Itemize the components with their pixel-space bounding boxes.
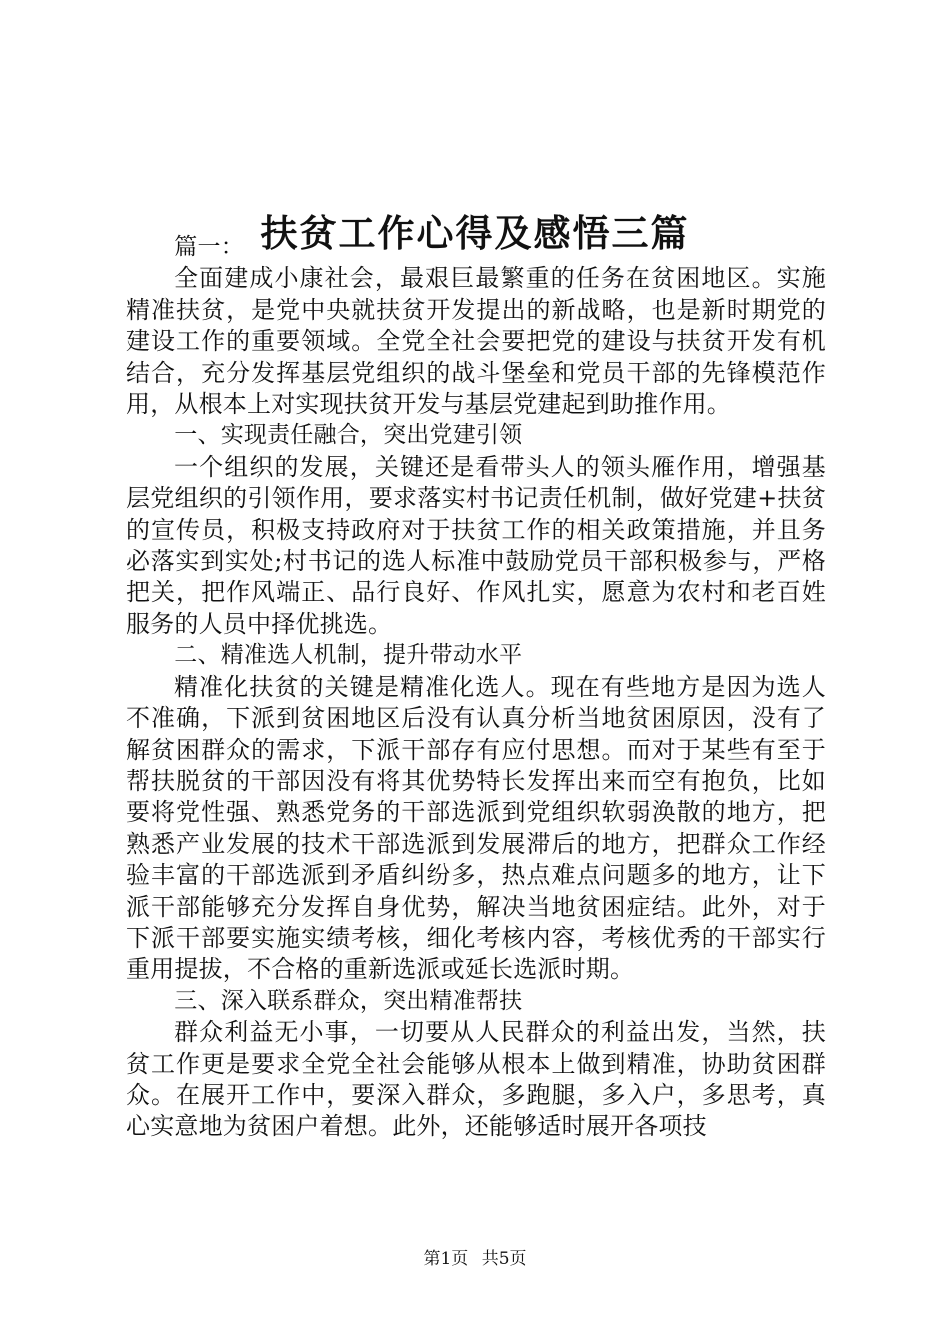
document-title: 扶贫工作心得及感悟三篇 — [260, 210, 690, 255]
body-paragraph: 精准化扶贫的关键是精准化选人。现在有些地方是因为选人不准确，下派到贫困地区后没有认真分析当地贫困原因，没有了解贫困群众的需求，下派干部存有应付思想。而对于某些有至于帮扶脱贫的干部因没有将其优势特长发挥出来而空有抱负，比如要将党性强、熟悉党务的干部选派到党组织软弱涣散的地方，把熟悉产业发展的技术干部选派到发展滞后的地方，把群众工作经验丰富的干部选派到矛盾纠纷多，热点难点问题多的地方，让下派干部能够充分发挥自身优势，解决当地贫困症结。此外，对于下派干部要实施实绩考核，细化考核内容，考核优秀的干部实行重用提拔，不合格的重新选派或延长选派时期。 — [126, 672, 826, 984]
document-body — [126, 232, 826, 1143]
page-number-total: 共5页 — [481, 1249, 527, 1269]
page-footer — [0, 1244, 950, 1269]
section-heading: 一、实现责任融合，突出党建引领 — [174, 422, 523, 449]
body-paragraph: 全面建成小康社会，最艰巨最繁重的任务在贫困地区。实施精准扶贫，是党中央就扶贫开发提出的新战略，也是新时期党的建设工作的重要领域。全党全社会要把党的建设与扶贫开发有机结合，充分发挥基层党组织的战斗堡垒和党员干部的先锋模范作用，从根本上对实现扶贫开发与基层党建起到助推作用。 — [126, 264, 826, 419]
body-paragraph: 群众利益无小事，一切要从人民群众的利益出发，当然，扶贫工作更是要求全党全社会能够从根本上做到精准，协助贫困群众。在展开工作中，要深入群众，多跑腿，多入户，多思考，真心实意地为贫困户着想。此外，还能够适时展开各项技 — [126, 1018, 826, 1141]
section-heading: 篇一： — [174, 234, 244, 260]
body-paragraph: 一个组织的发展，关键还是看带头人的领头雁作用，增强基层党组织的引领作用，要求落实村书记责任机制，做好党建+扶贫的宣传员，积极支持政府对于扶贫工作的相关政策措施，并且务必落实到实处;村书记的选人标准中鼓励党员干部积极参与，严格把关，把作风端正、品行良好、作风扎实，愿意为农村和老百姓服务的人员中择优挑选。 — [126, 452, 826, 638]
page-number-current: 第1页 — [423, 1249, 469, 1269]
section-heading: 三、深入联系群众，突出精准帮扶 — [174, 987, 523, 1014]
section-heading: 二、精准选人机制，提升带动水平 — [174, 642, 523, 669]
